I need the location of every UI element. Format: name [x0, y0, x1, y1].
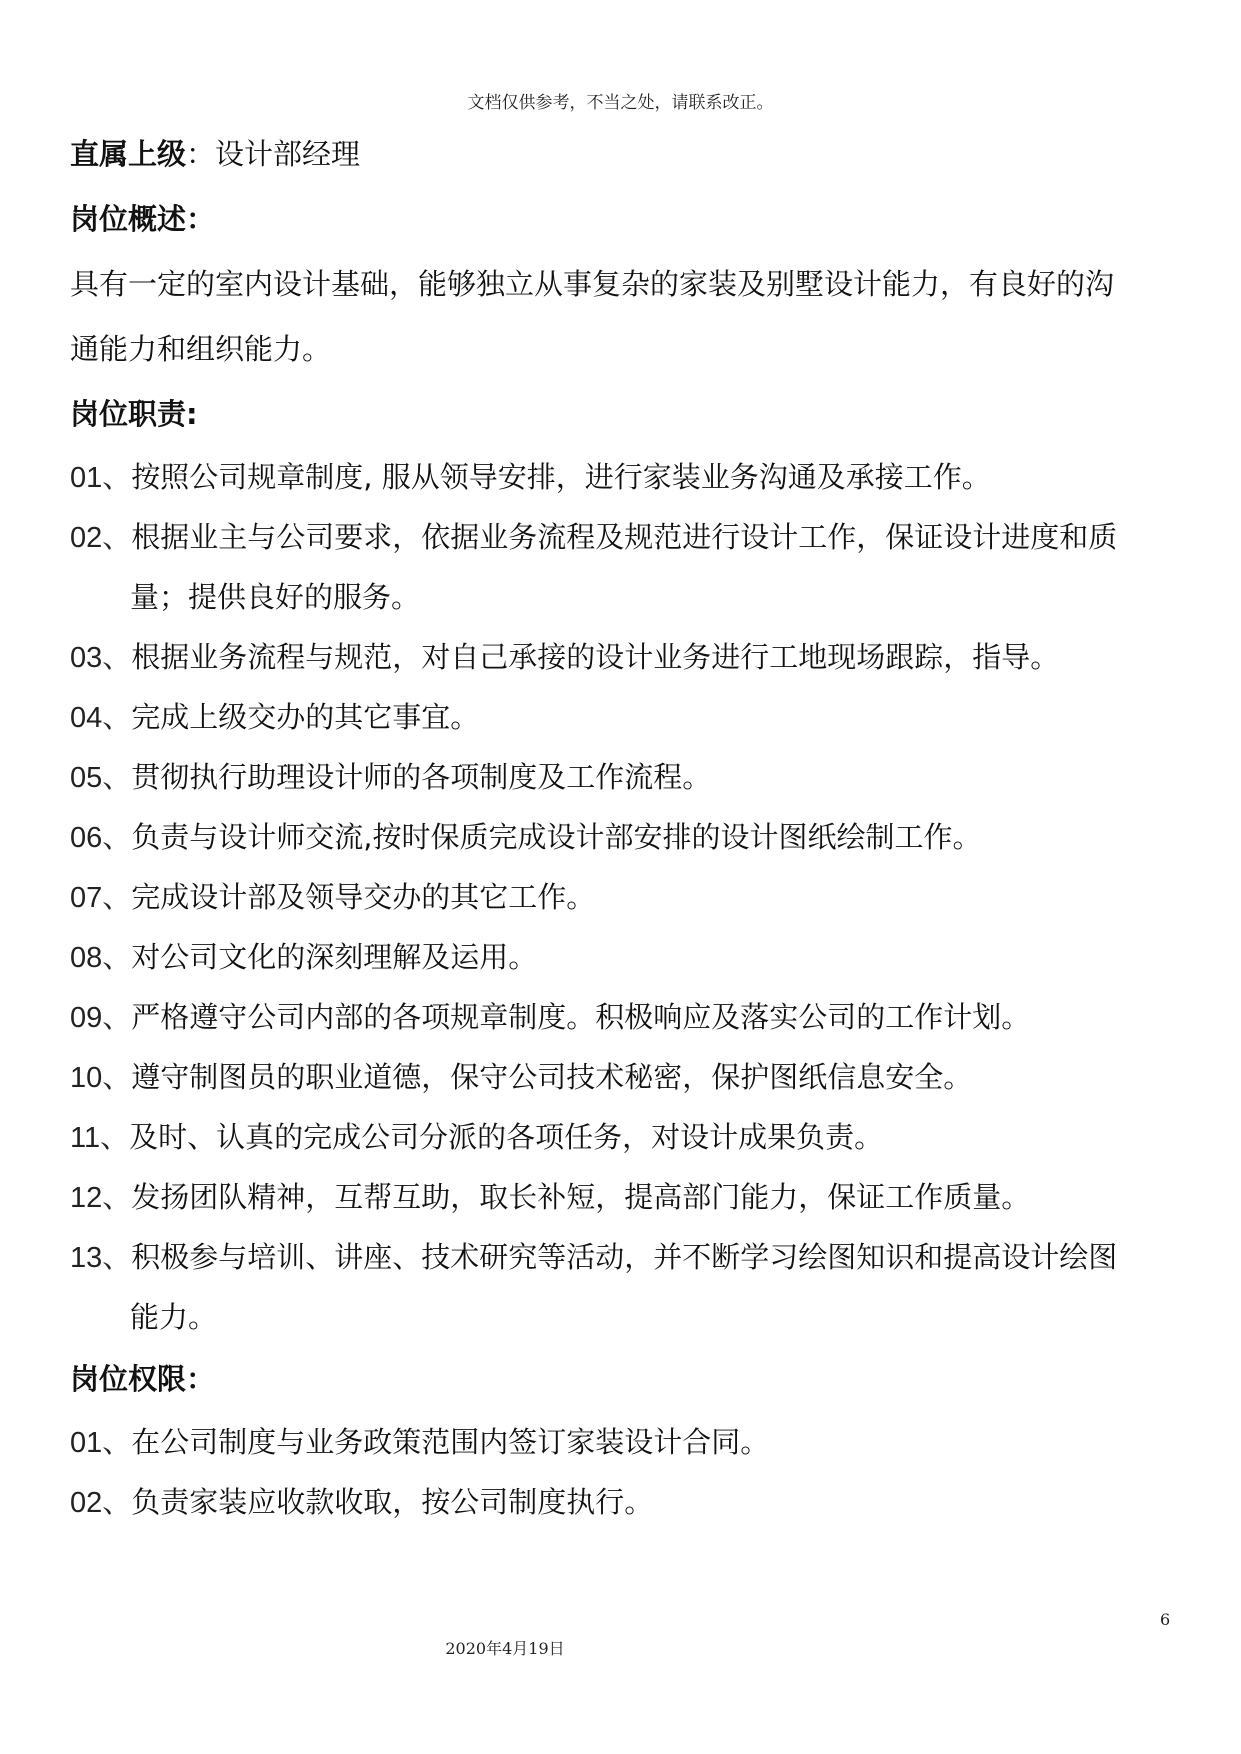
duty-text: 完成上级交办的其它事宜。 — [131, 700, 480, 734]
duty-text: 贯彻执行助理设计师的各项制度及工作流程。 — [131, 760, 712, 794]
duty-number: 10、 — [70, 1062, 132, 1094]
duty-number: 05、 — [70, 762, 132, 794]
authority-text: 在公司制度与业务政策范围内签订家装设计合同。 — [131, 1425, 770, 1459]
duty-text: 积极参与培训、讲座、技术研究等活动，并不断学习绘图知识和提高设计绘图 — [131, 1240, 1118, 1274]
duty-text: 严格遵守公司内部的各项规章制度。积极响应及落实公司的工作计划。 — [131, 1000, 1031, 1034]
duty-number: 04、 — [70, 702, 132, 734]
duty-item — [70, 1167, 1170, 1227]
duty-text: 发扬团队精神，互帮互助，取长补短，提高部门能力，保证工作质量。 — [131, 1180, 1031, 1214]
authority-number: 01、 — [70, 1427, 132, 1459]
duty-item — [70, 867, 1170, 927]
document-body — [70, 122, 1170, 1532]
overview-line-1: 具有一定的室内设计基础，能够独立从事复杂的家装及别墅设计能力，有良好的沟 — [70, 267, 1115, 301]
authority-heading: 岗位权限： — [70, 1362, 216, 1396]
duty-item — [70, 807, 1170, 867]
supervisor-line — [70, 122, 1170, 187]
duty-number: 08、 — [70, 942, 132, 974]
duty-number: 01、 — [70, 462, 132, 494]
overview-heading: 岗位概述： — [70, 202, 216, 236]
duty-number: 11、 — [70, 1122, 130, 1154]
duty-item — [70, 747, 1170, 807]
supervisor-value: 设计部经理 — [215, 137, 361, 171]
duty-text: 遵守制图员的职业道德，保守公司技术秘密，保护图纸信息安全。 — [131, 1060, 973, 1094]
duty-text: 根据业务流程与规范，对自己承接的设计业务进行工地现场跟踪，指导。 — [131, 640, 1060, 674]
header-note: 文档仅供参考，不当之处，请联系改正。 — [467, 93, 774, 113]
duty-item — [70, 447, 1170, 507]
duty-item — [70, 987, 1170, 1047]
duty-number: 12、 — [70, 1182, 132, 1214]
supervisor-separator: ： — [186, 137, 216, 171]
duty-text: 负责与设计师交流,按时保质完成设计部安排的设计图纸绘制工作。 — [131, 820, 982, 854]
duty-number: 03、 — [70, 642, 132, 674]
authority-item — [70, 1472, 1170, 1532]
duty-item — [70, 927, 1170, 987]
overview-line-2: 通能力和组织能力。 — [70, 332, 332, 366]
duty-number: 06、 — [70, 822, 132, 854]
duty-text: 对公司文化的深刻理解及运用。 — [131, 940, 538, 974]
duty-number: 02、 — [70, 522, 132, 554]
duty-text: 及时、认真的完成公司分派的各项任务，对设计成果负责。 — [129, 1120, 884, 1154]
authority-number: 02、 — [70, 1487, 132, 1519]
duty-number: 07、 — [70, 882, 132, 914]
authority-item — [70, 1412, 1170, 1472]
page-number: 6 — [1160, 1610, 1171, 1629]
footer-date: 2020年4月19日 — [445, 1639, 565, 1658]
duty-item — [70, 507, 1170, 567]
duty-item — [70, 627, 1170, 687]
supervisor-label: 直属上级 — [70, 137, 187, 171]
duties-heading: 岗位职责: — [70, 397, 198, 431]
duty-text: 根据业主与公司要求，依据业务流程及规范进行设计工作，保证设计进度和质 — [131, 520, 1118, 554]
duty-item-continuation: 能力。 — [130, 1300, 218, 1334]
duty-item — [70, 687, 1170, 747]
duty-number: 09、 — [70, 1002, 132, 1034]
duty-number: 13、 — [70, 1242, 132, 1274]
duty-text: 完成设计部及领导交办的其它工作。 — [131, 880, 596, 914]
duty-item-continuation: 量；提供良好的服务。 — [130, 580, 421, 614]
duty-item — [70, 1047, 1170, 1107]
duty-text: 按照公司规章制度, 服从领导安排，进行家装业务沟通及承接工作。 — [131, 460, 991, 494]
authority-text: 负责家装应收款收取，按公司制度执行。 — [131, 1485, 654, 1519]
duty-item — [70, 1227, 1170, 1287]
duty-item — [70, 1107, 1170, 1167]
